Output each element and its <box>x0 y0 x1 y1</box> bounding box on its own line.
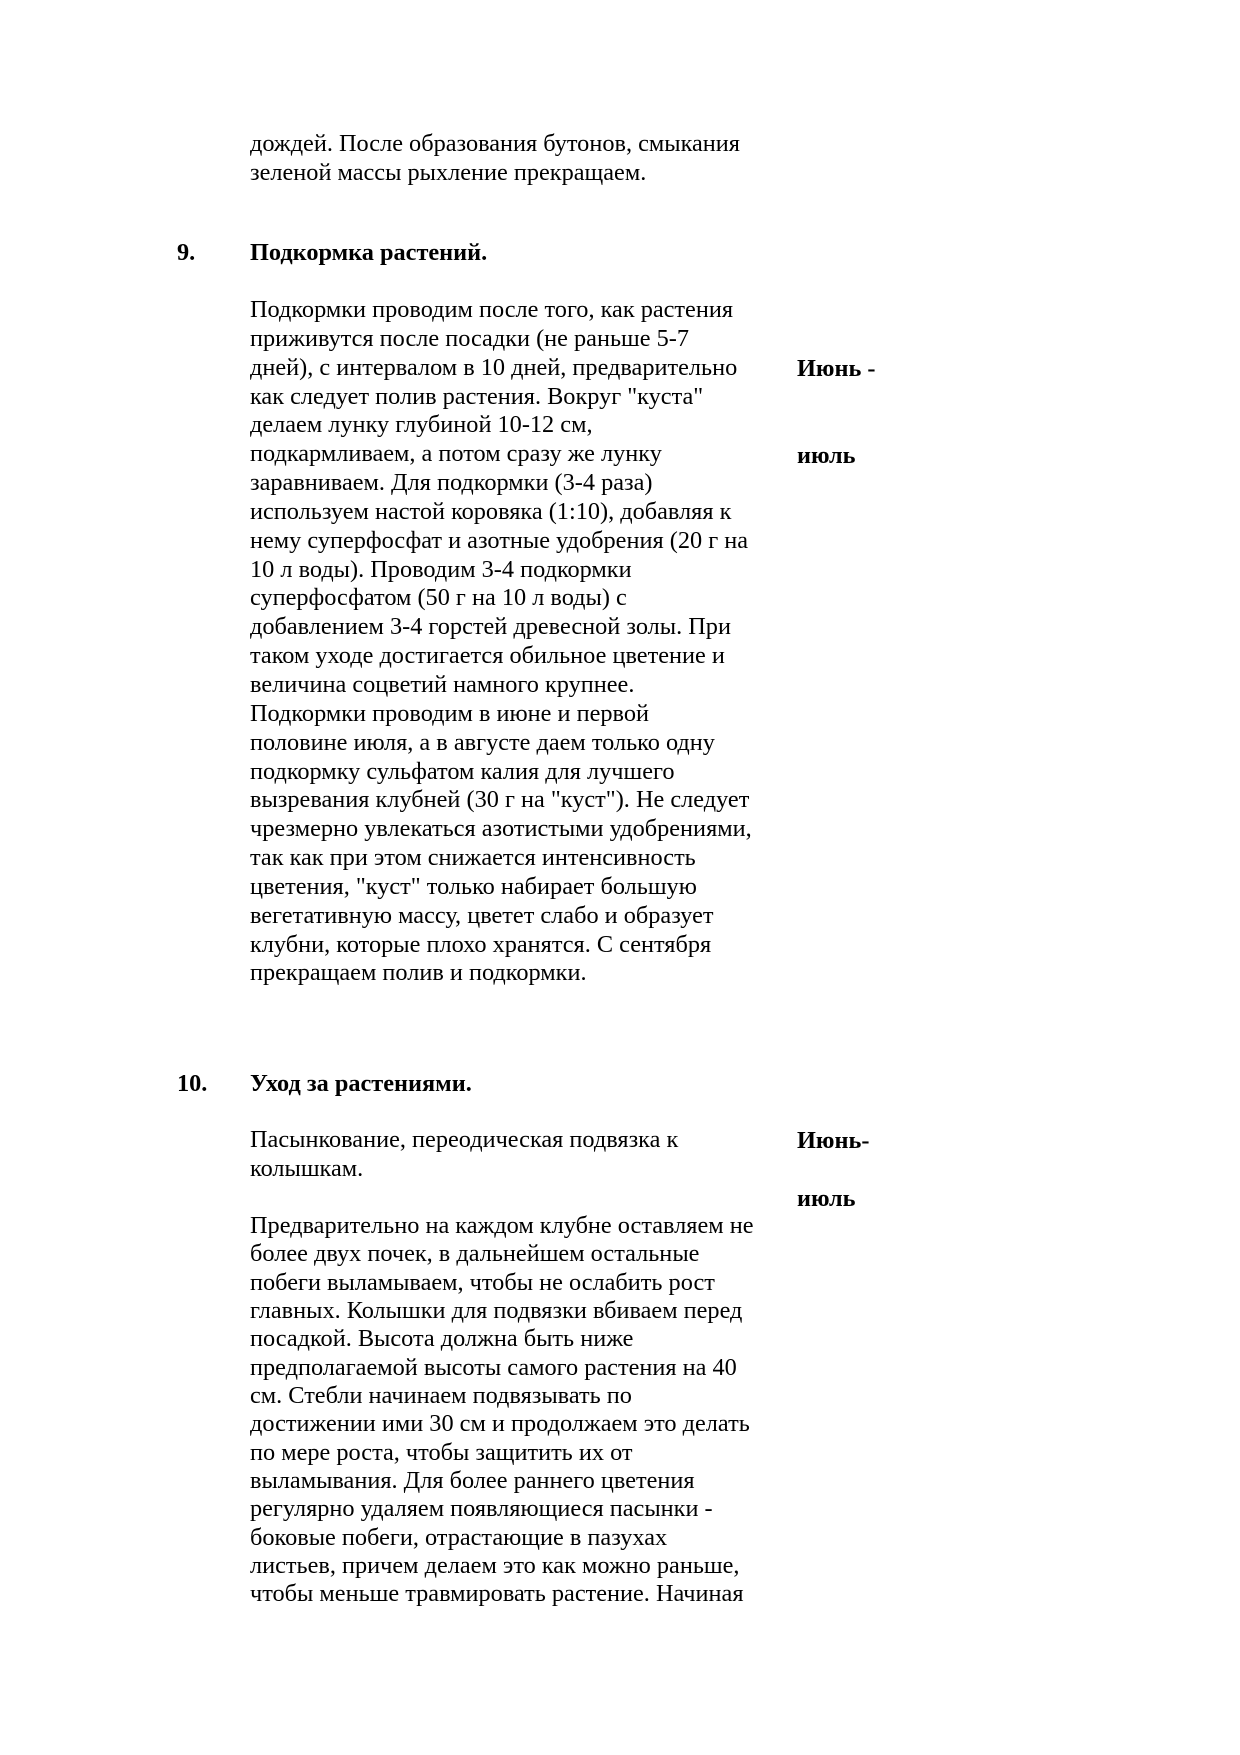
text-line: суперфосфатом (50 г на 10 л воды) с <box>250 584 627 612</box>
text-line: добавлением 3-4 горстей древесной золы. При <box>250 613 731 641</box>
text-line: по мере роста, чтобы защитить их от <box>250 1438 633 1466</box>
text-line: величина соцветий намного крупнее. <box>250 670 635 698</box>
text-line: Предварительно на каждом клубне оставляем не <box>250 1212 754 1239</box>
text-line: более двух почек, в дальнейшем остальные <box>250 1240 700 1268</box>
text-line: чрезмерно увлекаться азотистыми удобрениями, <box>250 815 752 843</box>
text-line: дождей. После образования бутонов, смыкания <box>250 130 740 157</box>
text-line: как следует полив растения. Вокруг "куста" <box>250 382 704 410</box>
text-line: вызревания клубней (30 г на "куст"). Не следует <box>250 786 750 814</box>
text-line: главных. Колышки для подвязки вбиваем перед <box>250 1297 743 1325</box>
text-line: регулярно удаляем появляющиеся пасынки - <box>250 1495 713 1523</box>
text-line: делаем лунку глубиной 10-12 см, <box>250 411 593 439</box>
text-line: клубни, которые плохо хранятся. С сентября <box>250 930 712 958</box>
section-number: 9. <box>177 239 196 266</box>
section-paragraph <box>250 296 790 988</box>
period-label <box>797 296 875 528</box>
text-line: нему суперфосфат и азотные удобрения (20 г на <box>250 526 749 554</box>
text-line: прекращаем полив и подкормки. <box>250 959 587 987</box>
text-line: чтобы меньше травмировать растение. Начиная <box>250 1580 744 1608</box>
text-line: заравниваем. Для подкормки (3-4 раза) <box>250 469 653 497</box>
period-line: июль <box>797 1185 856 1212</box>
text-line: дней), с интервалом в 10 дней, предварительно <box>250 353 738 381</box>
text-line: боковые побеги, отрастающие в пазухах <box>250 1523 668 1551</box>
period-line: Июнь- <box>797 1127 870 1154</box>
text-line: побеги выламываем, чтобы не ослабить рост <box>250 1268 715 1296</box>
text-line: колышкам. <box>250 1154 364 1182</box>
text-line: см. Стебли начинаем подвязывать по <box>250 1382 632 1410</box>
text-line: приживутся после посадки (не раньше 5-7 <box>250 324 689 352</box>
text-line: Пасынкование, переодическая подвязка к <box>250 1126 679 1153</box>
text-line: листьев, причем делаем это как можно раньше, <box>250 1552 740 1580</box>
text-line: цветения, "куст" только набирает большую <box>250 872 697 900</box>
section-title: Уход за растениями. <box>250 1070 472 1097</box>
text-line: так как при этом снижается интенсивность <box>250 844 696 872</box>
text-line: Подкормки проводим после того, как растения <box>250 296 734 323</box>
period-line: июль <box>797 442 856 469</box>
text-line: 10 л воды). Проводим 3-4 подкормки <box>250 555 632 583</box>
section-title: Подкормка растений. <box>250 239 488 266</box>
text-line: достижении ими 30 см и продолжаем это делать <box>250 1410 750 1438</box>
text-line: посадкой. Высота должна быть ниже <box>250 1325 634 1353</box>
section-number: 10. <box>177 1070 208 1097</box>
period-line: Июнь - <box>797 355 876 382</box>
text-line: половине июля, а в августе даем только одну <box>250 728 715 756</box>
intro-paragraph <box>250 130 790 188</box>
text-line: выламывания. Для более раннего цветения <box>250 1467 695 1495</box>
text-line: вегетативную массу, цветет слабо и образует <box>250 901 714 929</box>
text-line: таком уходе достигается обильное цветение и <box>250 642 725 670</box>
text-line: подкормку сульфатом калия для лучшего <box>250 757 675 785</box>
text-line: используем настой коровяка (1:10), добавляя к <box>250 497 732 525</box>
text-line: Подкормки проводим в июне и первой <box>250 699 650 727</box>
text-line: подкармливаем, а потом сразу же лунку <box>250 440 662 468</box>
text-line: зеленой массы рыхление прекращаем. <box>250 158 647 186</box>
section-paragraph <box>250 1212 790 1609</box>
text-line: предполагаемой высоты самого растения на 40 <box>250 1353 737 1381</box>
section-paragraph <box>250 1126 790 1184</box>
